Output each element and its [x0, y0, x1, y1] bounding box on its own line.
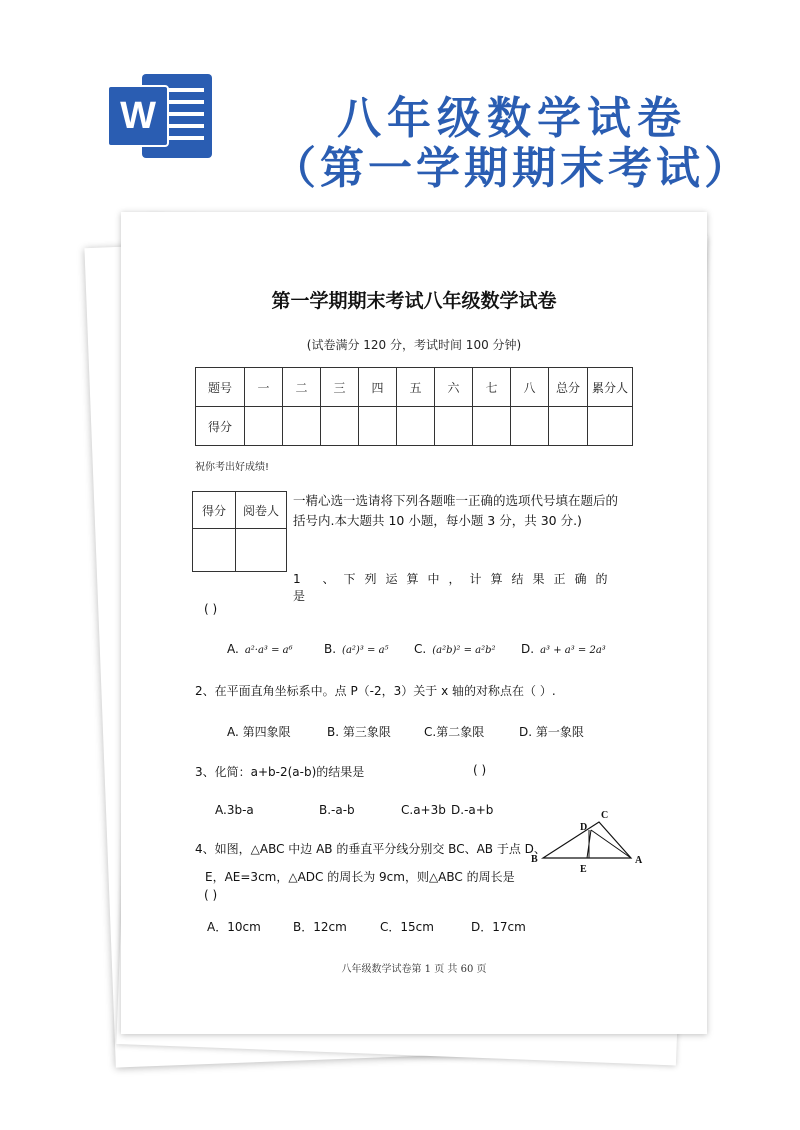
question-3-option-d: D.-a+b [451, 803, 494, 817]
score-cell[interactable] [321, 407, 359, 446]
question-1-answer-paren: ( ) [204, 602, 218, 616]
exam-subtitle: (试卷满分 120 分，考试时间 100 分钟) [306, 338, 522, 352]
question-1-option-b: B. (a²)³ = a⁵ [324, 642, 389, 656]
triangle-abc-figure [529, 806, 647, 878]
score-header-cell: 题号 [196, 368, 245, 407]
section-heading: 一精心选一选请将下列各题唯一正确的选项代号填在题后的括号内.本大题共 10 小题，每小题 3 分，共 30 分.) [293, 493, 619, 528]
exam-title: 第一学期期末考试八年级数学试卷 [271, 290, 557, 312]
vertex-label-a: A [635, 855, 643, 866]
good-luck-note: 祝你考出好成绩! [195, 462, 270, 473]
question-1-option-d: D. a³ + a³ = 2a³ [521, 642, 606, 656]
score-header-cell: 一 [245, 368, 283, 407]
word-icon-letter: W [120, 95, 156, 137]
score-table [195, 367, 633, 446]
score-table-score-row [196, 407, 633, 446]
score-table-header-row [196, 368, 633, 407]
banner-subtitle: （第一学期期末考试） [272, 143, 752, 194]
score-header-cell: 八 [511, 368, 549, 407]
score-header-cell: 三 [321, 368, 359, 407]
word-document-icon [108, 68, 216, 164]
score-header-cell: 累分人 [588, 368, 633, 407]
score-cell[interactable] [588, 407, 633, 446]
grader-score-cell[interactable] [193, 529, 236, 572]
question-2-option-a: A. 第四象限 [227, 725, 291, 739]
vertex-label-b: B [531, 854, 538, 865]
question-3-stem: 3、化简：a+b-2(a-b)的结果是 [195, 765, 365, 779]
score-row-label: 得分 [196, 407, 245, 446]
question-4-option-a: A．10cm [207, 920, 261, 934]
question-4-option-d: D．17cm [471, 920, 526, 934]
score-header-cell: 七 [473, 368, 511, 407]
score-cell[interactable] [473, 407, 511, 446]
score-cell[interactable] [397, 407, 435, 446]
page-footer: 八年级数学试卷第 1 页 共 60 页 [341, 964, 487, 975]
grader-header-score: 得分 [193, 492, 236, 529]
question-2-stem: 2、在平面直角坐标系中。点 P（-2，3）关于 x 轴的对称点在（ ）. [195, 684, 556, 698]
grader-reviewer-cell[interactable] [236, 529, 287, 572]
score-header-cell: 总分 [549, 368, 588, 407]
point-label-d: D [580, 822, 588, 833]
question-4-option-b: B．12cm [293, 920, 347, 934]
question-1-stem: 1 、下列运算中，计算结果正确的是 [293, 572, 617, 603]
question-1-option-c: C. (a²b)² = a²b² [414, 642, 496, 656]
score-header-cell: 六 [435, 368, 473, 407]
question-1-option-a: A. a²·a³ = a⁶ [227, 642, 293, 656]
point-label-e: E [580, 864, 587, 875]
score-cell[interactable] [435, 407, 473, 446]
question-2-option-c: C.第二象限 [424, 725, 485, 739]
question-3-option-c: C.a+3b [401, 803, 446, 817]
score-cell[interactable] [359, 407, 397, 446]
score-cell[interactable] [283, 407, 321, 446]
score-header-cell: 二 [283, 368, 321, 407]
score-cell[interactable] [511, 407, 549, 446]
question-4-stem-line2: E，AE=3cm，△ADC 的周长为 9cm，则△ABC 的周长是 [205, 870, 515, 884]
question-3-option-a: A.3b-a [215, 803, 254, 817]
question-2-option-d: D. 第一象限 [519, 725, 584, 739]
question-4-option-c: C．15cm [380, 920, 434, 934]
grader-header-reviewer: 阅卷人 [236, 492, 287, 529]
score-header-cell: 五 [397, 368, 435, 407]
question-4-stem-line1: 4、如图，△ABC 中边 AB 的垂直平分线分别交 BC、AB 于点 D、 [195, 842, 546, 856]
banner-title: 八年级数学试卷 [337, 93, 687, 144]
question-3-option-b: B.-a-b [319, 803, 355, 817]
vertex-label-c: C [601, 810, 609, 821]
score-cell[interactable] [549, 407, 588, 446]
exam-page [121, 212, 707, 1034]
question-4-answer-paren: ( ) [204, 888, 218, 902]
score-header-cell: 四 [359, 368, 397, 407]
score-cell[interactable] [245, 407, 283, 446]
grader-table [192, 491, 287, 572]
question-2-option-b: B. 第三象限 [327, 725, 391, 739]
question-3-answer-paren: ( ) [473, 763, 487, 777]
